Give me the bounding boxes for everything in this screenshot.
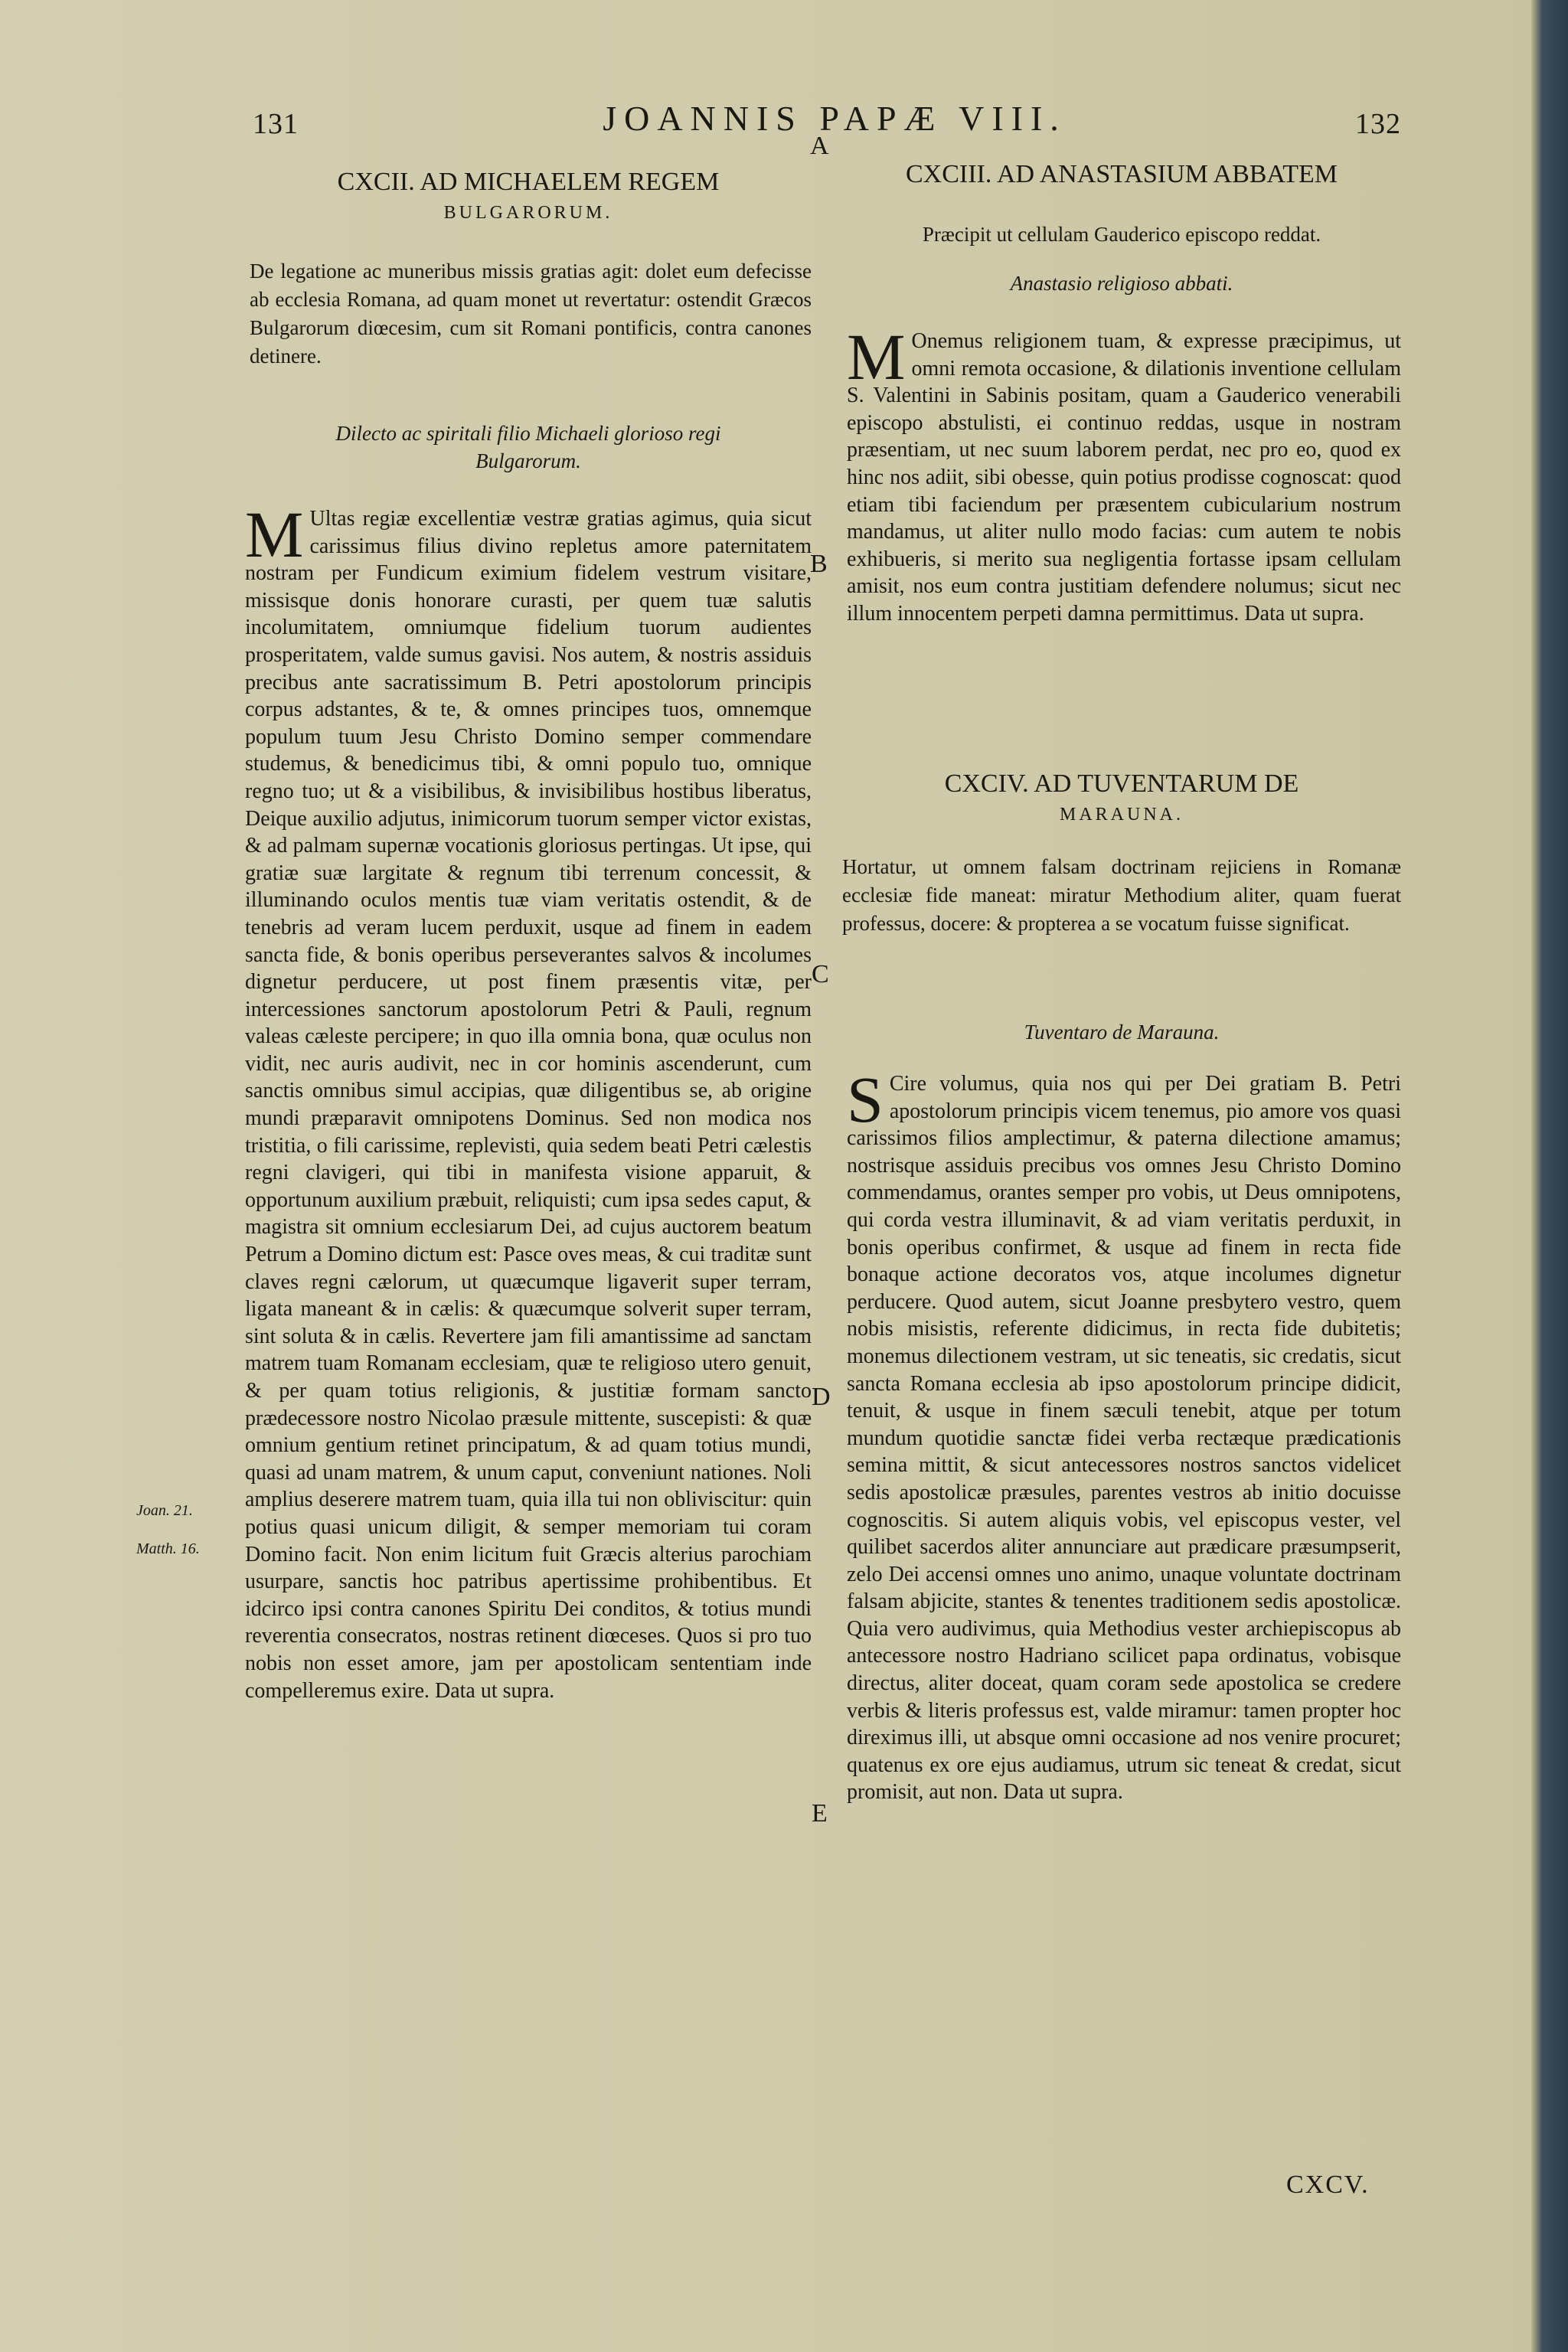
letter-cxciv-subheading: MARAUNA.	[1059, 805, 1184, 825]
letter-cxciv-title	[842, 769, 1401, 830]
letter-cxcii-subheading: BULGARORUM.	[443, 203, 613, 223]
letter-cxciv-heading: CXCIV. AD TUVENTARUM DE	[944, 769, 1299, 798]
letter-cxciv-summary: Hortatur, ut omnem falsam doctrinam rejiciens in Romanæ ecclesiæ fide maneat: miratur Methodium aliter, quam fuerat professus, docere: & propterea a se vocatum fuisse significat.	[842, 855, 1401, 935]
letter-cxcii-text: Ultas regiæ excellentiæ vestræ gratias agimus, quia sicut carissimus filius divino repletus amore paternitatem nostram per Fundicum eximium fidelem vestrum visitare, missisque donis honorare curasti, per quem tuæ salutis incolumitatem, omniumque fidelium tuorum audientes prosperitatem, valde sumus gavisi. Nos autem, & nostris assiduis precibus ante sacratissimum B. Petri apostolorum principis corpus adstantes, & te, & omnes principes tuos, omnemque populum tuum Jesu Christo Domino semper commendare studemus, & benedicimus tibi, & omni populo tuo, omnique regno tuo; ut & a visibilibus, & invisibilibus hostibus liberatus, Deique auxilio adjutus, inimicorum tuorum semper victor existas, & ad palmam supernæ vocationis gloriosus pertingas. Ut ipse, qui gratiæ suæ largitate & regnum tibi terrenum concessit, & illuminando oculos mentis tuæ viam veritatis ostendit, & de tenebris ad veram lucem perduxit, usque ad finem in eadem sancta fide, & bonis operibus perseverantes salvos & incolumes dignetur perducere, ut post finem præsentis vitæ, per intercessiones sanctorum apostolorum Petri & Pauli, regnum valeas cæleste percipere; in quo illa omnia bona, quæ oculus non vidit, nec auris audivit, nec in cor hominis ascenderunt, cum sanctis omnibus simul accipias, quæ diligentibus se, ab origine mundi præparavit omnipotens Dominus. Sed non modica nos tristitia, o fili carissime, replevisti, quia sedem beati Petri cælestis regni clavigeri, qui tibi in manifesta visione apparuit, & opportunum auxilium præbuit, reliquisti; cum ipsa sedes caput, & magistra sit omnium ecclesiarum Dei, ad cujus auctorem beatum Petrum a Domino dictum est: Pasce oves meas, & cui traditæ sunt claves regni cælorum, ut quæcumque ligaverit super terram, ligata maneant & in cælis: & quæcumque solverit super terram, sint soluta & in cælis. Revertere jam fili amantissime ad sanctam matrem tuam Romanam ecclesiam, quæ te religioso utero genuit, & per quam totius religionis, & justitiæ formam sancto prædecessore nostro Nicolao præsule mittente, suscepisti: & quæ omnium gentium retinet principatum, & ad quam totius mundi, quasi ad unam matrem, & unum caput, conveniunt nationes. Noli amplius deserere matrem tuam, quia illa tui non obliviscitur: quin potius quasi unicum diligit, & semper memoriam tui coram Domino facit. Non enim licitum fuit Græcis alterius parochiam usurpare, sanctis hoc patribus apertissime prohibentibus. Et idcirco ipsi contra canones Spiritu Dei conditos, & totius mundi reverentia consecratos, nostras retinent diœceses. Quos si pro tuo nobis non esset amore, jam per apostolicam sententiam inde compelleremus exire. Data ut supra.	[245, 507, 812, 1703]
letter-cxcii-heading: CXCII. AD MICHAELEM REGEM	[337, 168, 720, 196]
page-number-right: 132	[1355, 108, 1401, 140]
margin-letter-c: C	[812, 960, 829, 988]
letter-cxcii-address: Dilecto ac spiritali filio Michaeli glorioso regi Bulgarorum.	[335, 422, 721, 472]
running-title: JOANNIS PAPÆ VIII.	[603, 99, 1067, 138]
letter-cxcii-summary: De legatione ac muneribus missis gratias agit: dolet eum defecisse ab ecclesia Romana, ad quam monet ut revertatur: ostendit Græcos Bulgarorum diœcesim, cum sit Romani pontificis, contra canones detinere.	[250, 260, 812, 368]
sidenote-joan: Joan. 21.	[136, 1502, 193, 1519]
dropcap: S	[847, 1063, 884, 1136]
dropcap: M	[245, 498, 304, 571]
letter-cxciv-address: Tuventaro de Marauna.	[1024, 1021, 1220, 1044]
letter-cxciii-summary: Præcipit ut cellulam Gauderico episcopo reddat.	[922, 223, 1321, 246]
letter-cxcii-title	[245, 167, 812, 228]
next-letter-number: CXCV.	[1286, 2171, 1370, 2199]
letter-cxciii-body	[847, 320, 1401, 628]
adjacent-page-edge	[1531, 0, 1568, 2352]
margin-letter-d: D	[812, 1383, 831, 1411]
margin-letter-a: A	[810, 132, 829, 160]
letter-cxciv-text: Cire volumus, quia nos qui per Dei gratiam B. Petri apostolorum principis vicem tenemus, pio amore vos quasi carissimos filios amplectimur, & paterna dilectione amamus; nostrisque assiduis precibus vos omnes Jesu Christo Domino commendamus, orantes semper pro vobis, ut Deus omnipotens, qui corda vestra illuminavit, & ad viam veritatis perduxit, in bonis operibus confirmet, & usque ad finem in recta fide bonaque actione decoratos vos, atque incolumes dignetur perducere. Quod autem, sicut Joanne presbytero vestro, quem nobis misistis, referente didicimus, in recta fide dubitetis; monemus dilectionem vestram, ut sic teneatis, sic credatis, sicut sancta Romana ecclesia ab ipso apostolorum principe didicit, tenuit, & usque in finem sæculi tenebit, atque per totum mundum quotidie sanctæ fidei verba rectæque prædicationis semina mittit, & sicut antecessores nostros sanctos videlicet sedis apostolicæ præsules, parentes vestros ab initio docuisse cognoscitis. Si autem aliquis vobis, vel episcopus vester, vel quilibet sacerdos aliter annunciare aut prædicare præsumpserit, zelo Dei accensi omnes uno animo, unaque voluntate doctrinam falsam abjicite, stantes & tenentes traditionem sedis apostolicæ. Quia vero audivimus, quia Methodius vester archiepiscopus ab antecessore nostro Hadriano scilicet papa ordinatus, vobisque directus, aliter doceat, quam coram sede apostolica se credere verbis & literis professus est, valde miramur: tamen propter hoc direximus illi, ut absque omni occasione ad nos venire procuret; quatenus ex ore ejus audiamus, utrum sic teneat & credat, sicut promisit, aut non. Data ut supra.	[847, 1072, 1401, 1805]
letter-cxciii-text: Onemus religionem tuam, & expresse præcipimus, ut omni remota occasione, & dilationis inventione cellulam S. Valentini in Sabinis positam, quam a Gauderico venerabili episcopo abstulisti, ei continuo reddas, usque in nostram præsentiam, ut nec suum laborem perdat, nec pro eo, quod ex hinc nos adiit, sibi obesse, quin potius prodisse cognoscat: quod etiam tibi faciendum per præsentem cubicularium nostrum mandamus, ut aliter nullo modo facias: cum autem te nobis exhibueris, si merito sua negligentia fortasse ipsam cellulam amisit, nos eum contra justitiam defendere nolumus; sicut nec illum innocentem perpeti damna permittimus. Data ut supra.	[847, 329, 1401, 626]
margin-letter-e: E	[812, 1799, 828, 1828]
dropcap: M	[847, 320, 906, 394]
letter-cxcii-body	[245, 498, 812, 1704]
letter-cxciv-body	[847, 1063, 1401, 1806]
letter-cxciii-title: CXCIII. AD ANASTASIUM ABBATEM	[905, 160, 1338, 188]
sidenote-matth: Matth. 16.	[136, 1540, 200, 1557]
margin-letter-b: B	[810, 550, 828, 578]
letter-cxciii-address: Anastasio religioso abbati.	[1010, 272, 1233, 295]
page-number-left: 131	[253, 108, 299, 140]
